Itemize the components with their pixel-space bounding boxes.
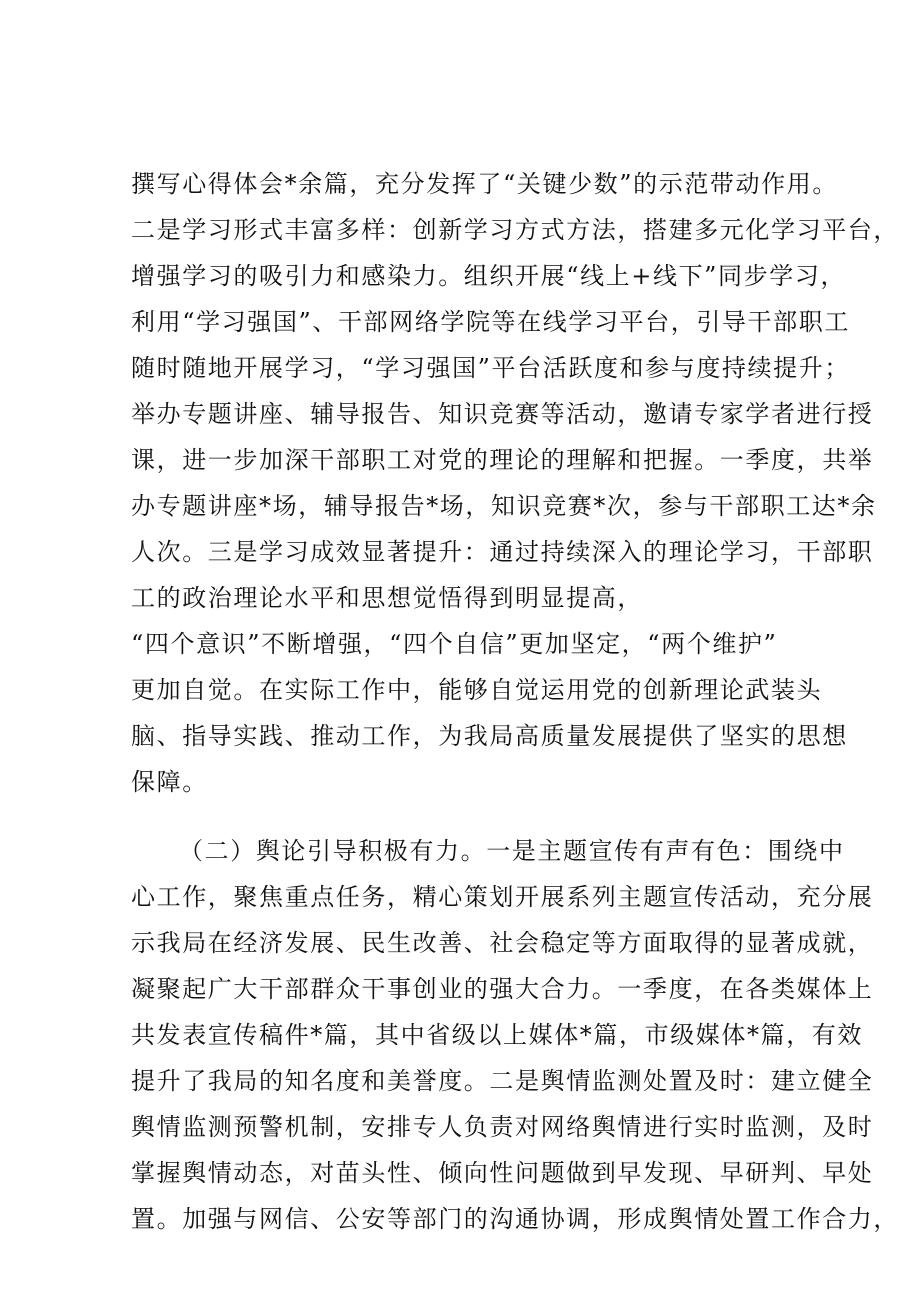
text-line: 心工作，聚焦重点任务，精心策划开展系列主题宣传活动，充分展	[131, 883, 874, 911]
text-line: 二是学习形式丰富多样：创新学习方式方法，搭建多元化学习平台，	[131, 216, 899, 244]
text-line: 随时随地开展学习，“学习强国”平台活跃度和参与度持续提升；	[131, 354, 850, 382]
text-line: 利用“学习强国”、干部网络学院等在线学习平台，引导干部职工	[131, 308, 850, 336]
text-line: 掌握舆情动态，对苗头性、倾向性问题做到早发现、早研判、早处	[131, 1159, 874, 1187]
text-line: 增强学习的吸引力和感染力。组织开展“线上+线下”同步学习，	[131, 262, 847, 290]
text-line: 办专题讲座*场，辅导报告*场，知识竞赛*次，参与干部职工达*余	[131, 492, 877, 520]
text-line: 课，进一步加深干部职工对党的理论的理解和把握。一季度，共举	[131, 446, 874, 474]
text-line: 撰写心得体会*余篇，充分发挥了“关键少数”的示范带动作用。	[131, 170, 838, 198]
text-line: 提升了我局的知名度和美誉度。二是舆情监测处置及时：建立健全	[131, 1067, 874, 1095]
text-line: 举办专题讲座、辅导报告、知识竞赛等活动，邀请专家学者进行授	[131, 400, 874, 428]
text-line: 共发表宣传稿件*篇，其中省级以上媒体*篇，市级媒体*篇，有效	[131, 1021, 863, 1049]
text-line: 保障。	[131, 768, 208, 796]
text-line: “四个意识”不断增强，“四个自信”更加坚定，“两个维护”	[131, 630, 778, 658]
text-line: 置。加强与网信、公安等部门的沟通协调，形成舆情处置工作合力，	[131, 1205, 899, 1233]
section-heading-line: （二）舆论引导积极有力。一是主题宣传有声有色：围绕中	[179, 837, 845, 865]
text-line: 人次。三是学习成效显著提升：通过持续深入的理论学习，干部职	[131, 538, 874, 566]
text-line: 示我局在经济发展、民生改善、社会稳定等方面取得的显著成就，	[131, 929, 874, 957]
text-line: 更加自觉。在实际工作中，能够自觉运用党的创新理论武装头	[131, 676, 823, 704]
text-line: 工的政治理论水平和思想觉悟得到明显提高，	[131, 584, 643, 612]
text-line: 脑、指导实践、推动工作，为我局高质量发展提供了坚实的思想	[131, 722, 848, 750]
text-line: 凝聚起广大干部群众干事创业的强大合力。一季度，在各类媒体上	[131, 975, 874, 1003]
text-line: 舆情监测预警机制，安排专人负责对网络舆情进行实时监测，及时	[131, 1113, 874, 1141]
